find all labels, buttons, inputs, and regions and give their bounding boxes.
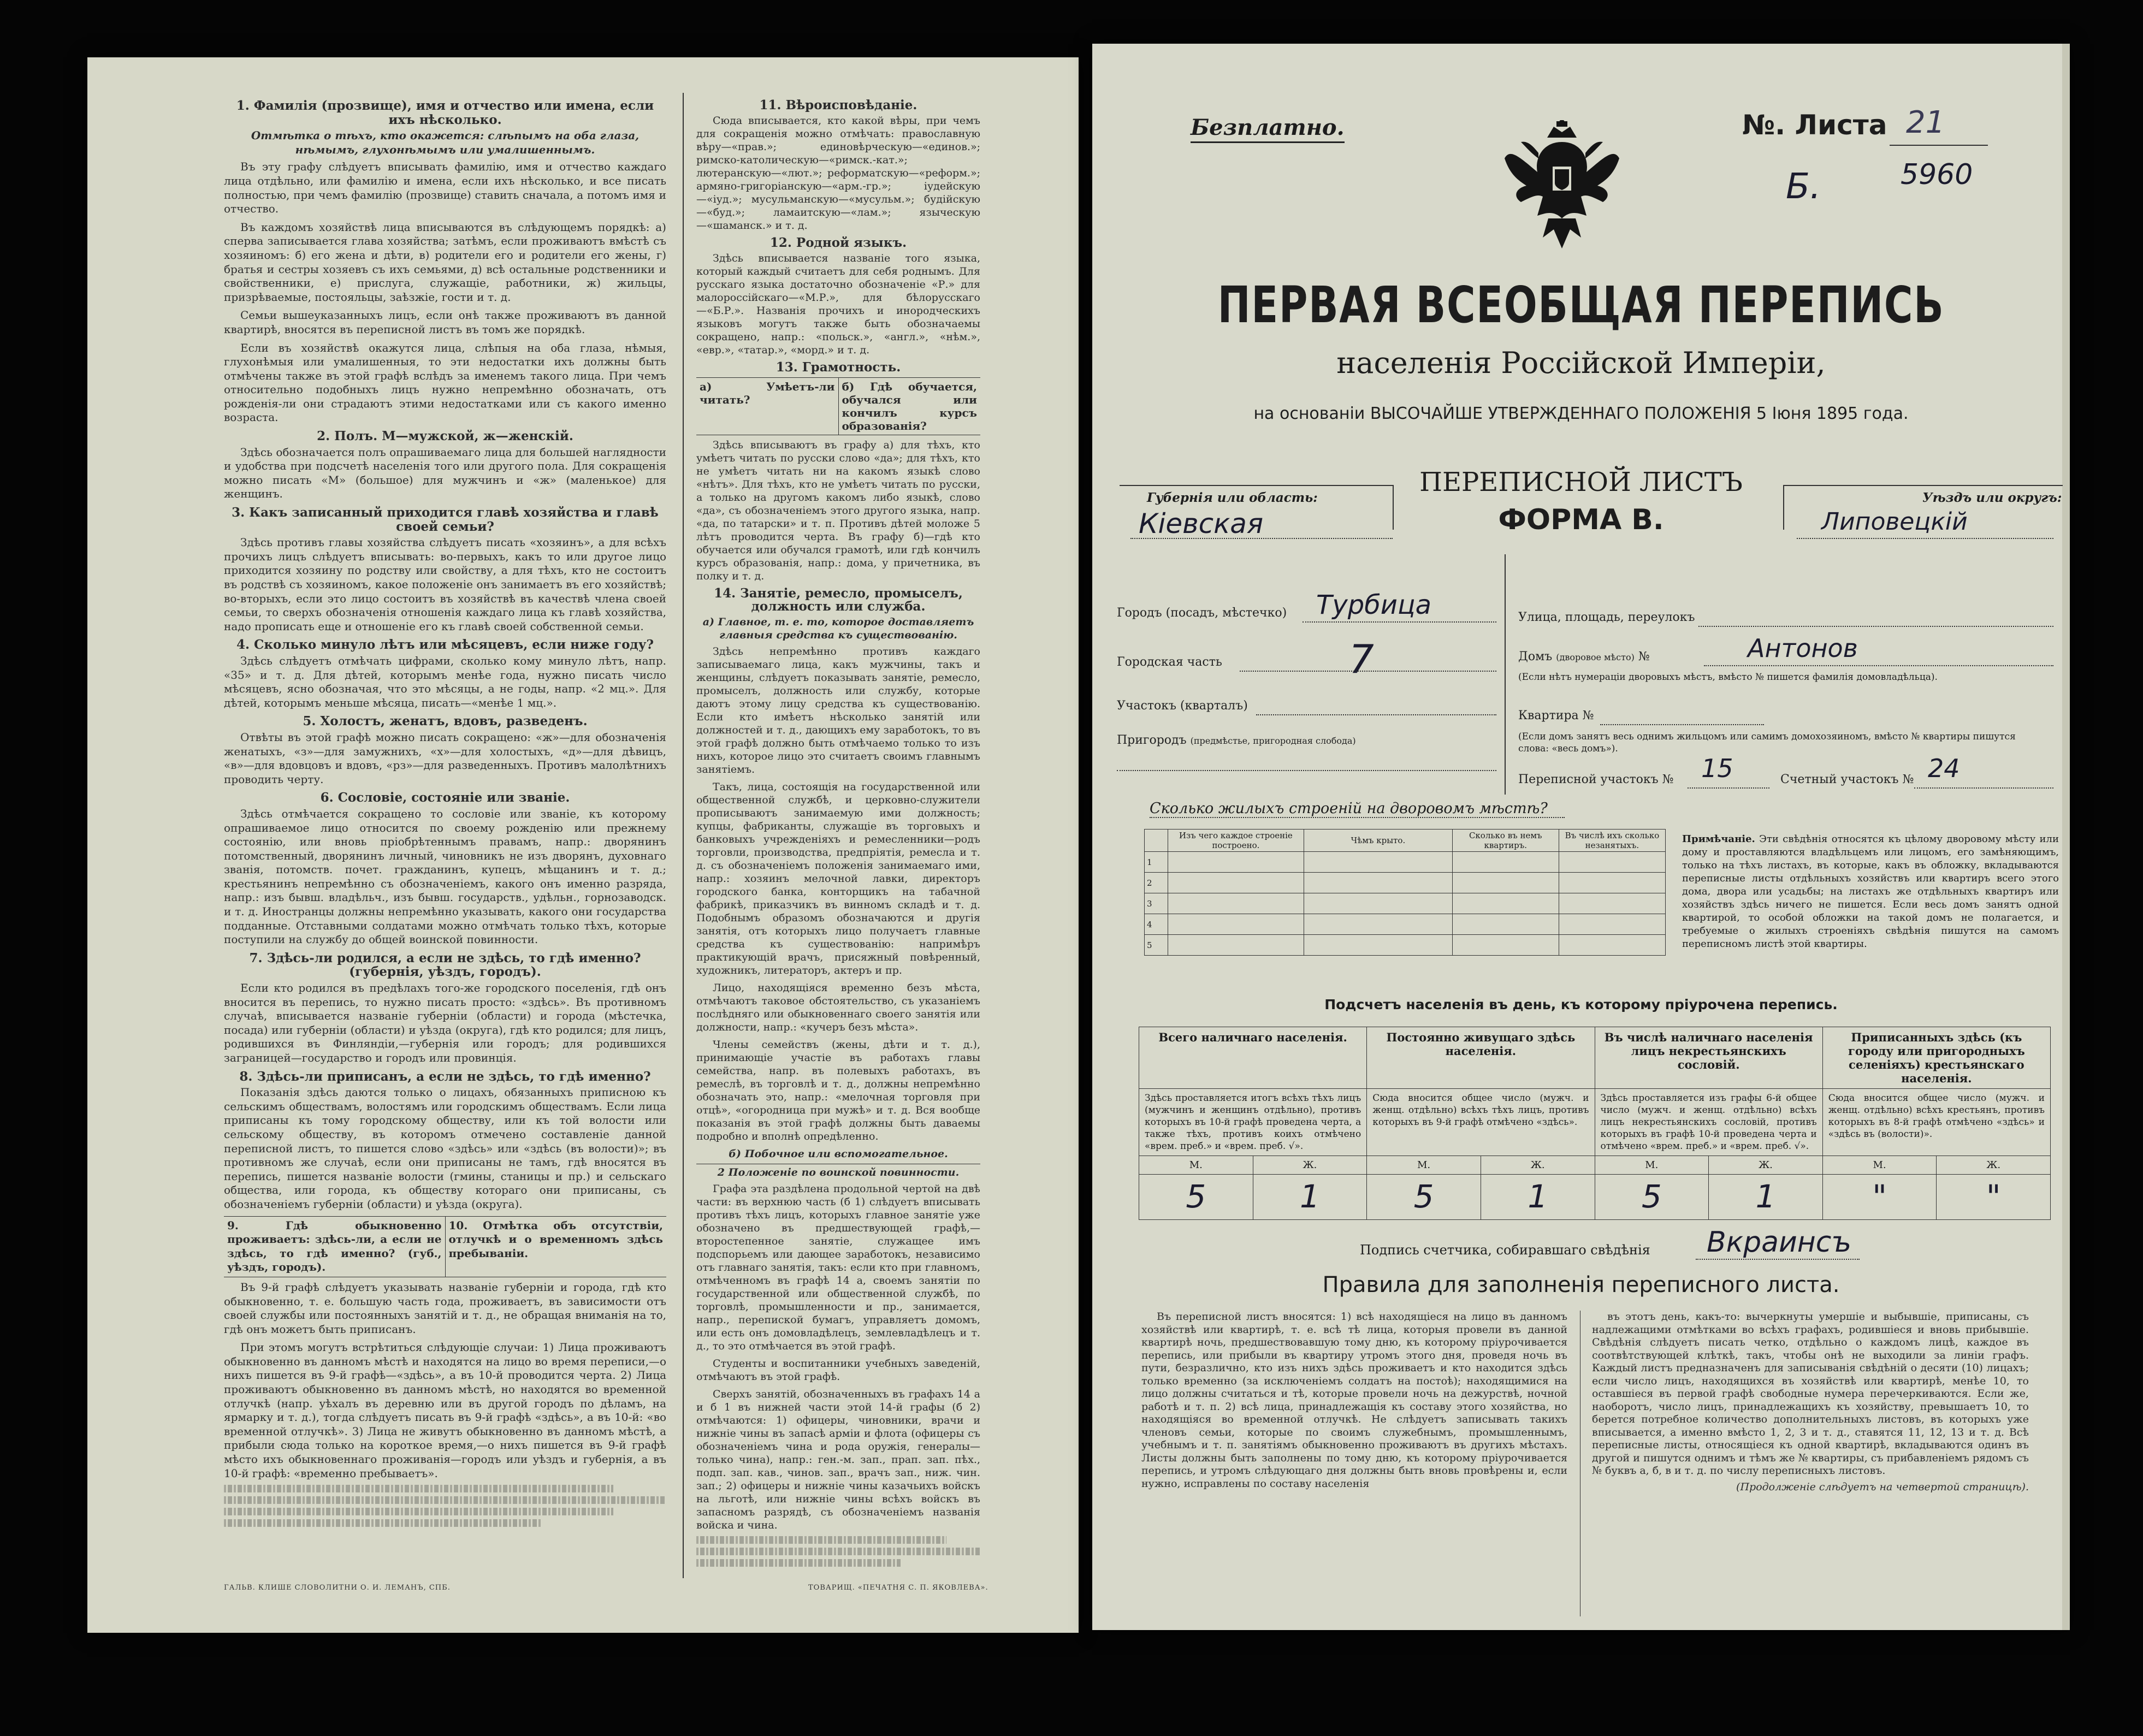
form-name: ФОРМА В. [1498,503,1664,536]
rules-column-2 [1592,1311,2029,1494]
buildings-question: Сколько жилыхъ строеній на дворовомъ мѣстѣ? [1150,800,1565,818]
pop-value-peasant-female: " [1937,1175,2051,1220]
male-label: М. [1139,1156,1253,1175]
house-footnote: (Если нѣтъ нумераціи дворовыхъ мѣстъ, вмѣсто № пишется фамилія домовладѣльца). [1518,672,1938,683]
double-headed-eagle-icon [1505,120,1619,257]
table-row [1145,914,1666,935]
census-district-value: 15 [1701,754,1733,783]
uezd-label: Уѣздъ или округъ: [1922,490,2062,505]
q1-text-4: Если въ хозяйствѣ окажутся лица, слѣпыя на оба глаза, нѣмыя, глухонѣмыя или умалишенныя, то эти недостатки ихъ должны быть отмѣчены также въ этой графѣ вслѣдъ за именемъ такого лица. При чемъ относительно подобныхъ лицъ нужно непремѣнно обозначать, отъ рожденія-ли они страдаютъ этими недостатками или съ какого именно возраста. [224,341,666,424]
buildings-header-row [1145,830,1666,852]
city-part-line [1240,671,1496,672]
q2-title: 2. Полъ. М—мужской, ж—женскій. [317,429,573,444]
right-page-census-form [1092,44,2070,1630]
male-label: М. [1367,1156,1481,1175]
building-row-number: 4 [1145,914,1168,935]
pop-values-row [1139,1175,2051,1220]
q14b-title: б) Побочное или вспомогательное. [729,1148,948,1160]
address-divider [1505,554,1506,795]
house-line [1704,665,2053,666]
house-label-text: Домъ [1518,650,1553,663]
rules-continued: (Продолженіе слѣдуетъ на четвертой страницѣ). [1736,1480,2029,1493]
pop-header-total: Всего наличнаго населенія. [1139,1027,1367,1089]
q9-q10-header [224,1216,666,1277]
faded-text-lines [224,1496,666,1504]
faded-text-lines [224,1519,542,1527]
q4-title: 4. Сколько минуло лѣтъ или мѣсяцевъ, если ниже году? [236,637,654,653]
house-note: (дворовое мѣсто) [1556,652,1635,662]
q14-text-2: Такъ, лица, состоящія на государственной или общественной службѣ, и церковно-служители прописываютъ занимаемую ими должность; купцы, фабриканты, служащіе въ торговыхъ и банковыхъ учрежденіяхъ и ремесленники—родъ торговли, производства, предпріятія, ремесла и т. д. съ обозначеніемъ положенія занимаемаго ими, напр.: хозяинъ мелочной лавки, директоръ городского банка, конторщикъ на табачной фабрикѣ, приказчикъ въ винномъ складѣ и т. д. Подобнымъ образомъ обозначаются и другія занятія, отъ которыхъ лицо получаетъ главные средства къ существованію: напримѣръ практикующій врачъ, присяжный повѣренный, художникъ, литераторъ, актеръ и пр. [696,781,980,976]
q2-text: Здѣсь обозначается полъ опрашиваемаго лица для большей наглядности и удобства при подсчетѣ населенія того или другого пола. Для сокращенія можно писать «М» (большое) для мужчинъ и «ж» (маленькое) для женщинъ. [224,445,666,501]
q13-header [696,377,980,435]
q13a-label: а) Умѣетъ-ли читать? [700,380,835,406]
q1-text-1: Въ эту графу слѣдуетъ вписывать фамилію, имя и отчество каждаго лица отдѣльно, или фамилію и имена, если ихъ нѣсколько, и все писать полностью, при чемъ фамилію (прозвище) ставить сначала, а потомъ имя и отчество. [224,160,666,216]
gubernia-value: Кіевская [1139,508,1264,540]
left-page-instructions [87,57,1079,1633]
q14-text-3: Лицо, находящіяся временно безъ мѣста, отмѣчаютъ таковое обстоятельство, съ указаніемъ послѣдняго или обыкновеннаго своего занятія или должности, напр.: «кучеръ безъ мѣста». [696,982,980,1033]
q14-text-1: Здѣсь непремѣнно противъ каждаго записываемаго лица, какъ мужчины, такъ и женщины, слѣдуетъ показывать занятіе, ремесло, промыселъ, должность или службу, которые даютъ этому лицу средства къ существованію. Если кто имѣетъ нѣсколько занятій или должностей и т. д., дающихъ ему заработокъ, то въ этой графѣ должно быть отмѣчаемо только то изъ нихъ, которое лицо это считаетъ своимъ главнымъ занятіемъ. [696,645,980,775]
q11-title: 11. Вѣроисповѣданіе. [759,98,917,112]
city-value: Турбица [1316,590,1432,620]
q1-text-3: Семьи вышеуказанныхъ лицъ, если онѣ также проживаютъ въ данной квартирѣ, вносятся въ переписной листъ въ томъ же порядкѣ. [224,309,666,336]
buildings-table [1144,829,1666,956]
apartment-line [1600,724,1764,725]
rules-text-1: Въ переписной листъ вносятся: 1) всѣ находящіеся на лицо въ данномъ хозяйствѣ или квартирѣ, т. е. всѣ тѣ лица, которыя провели въ данной квартирѣ ночь, предшествовавшую тому дню, къ которому пріурочивается перепись, или прибыли въ квартиру утромъ этого дня, проведя ночь въ пути, безразлично, кто изъ нихъ здѣсь проживаетъ и кто находится здѣсь только временно (за исключеніемъ солдатъ на постоѣ); находящимися на лицо должны считаться и тѣ, которые провели ночь на дежурствѣ, ночной работѣ и т. п. 2) всѣ лица, принадлежащія къ составу этого хозяйства, но находящіяся во временной отлучкѣ. Не слѣдуетъ записывать такихъ членовъ семьи, которые по своимъ служебнымъ, промышленнымъ, учебнымъ и т. п. занятіямъ обыкновенно проживаютъ въ другихъ мѣстахъ. Листы должны быть заполнены по тому дню, къ которому пріурочивается перепись, и утромъ слѣдующаго дня должны быть вновь провѣрены и, если нужно, исправлены по составу населенія [1141,1311,1567,1490]
prigorod-line [1117,770,1496,771]
pop-value-permanent-female: 1 [1481,1175,1595,1220]
apartment-footnote: (Если домъ занятъ весь однимъ жильцомъ или самимъ домохозяиномъ, вмѣсто № квартиры пишутся слова: «весь домъ»). [1518,731,2016,754]
q14-text-7: Сверхъ занятій, обозначенныхъ въ графахъ 14 а и б 1 въ нижней части этой 14-й графы (б 2) отмѣчаются: 1) офицеры, чиновники, врачи и нижніе чины въ запасѣ арміи и флота (офицеры съ обозначеніемъ чина и рода оружія, генералы—только чина), напр.: ген.-м. зап., прап. зап. пѣх., подп. зап. кав., чинов. зап., врачъ зап., ниж. чин. зап.; 2) офицеры и нижніе чины казачьихъ войскъ на льготѣ, или нижніе чины всѣхъ войскъ въ запасномъ разрядѣ, съ обозначеніемъ названія войска и чина. [696,1388,980,1531]
table-row [1145,873,1666,893]
q12-text: Здѣсь вписывается названіе того языка, который каждый считаетъ для себя роднымъ. Для русскаго языка достаточно обозначеніе «Р.» для малороссійскаго—«М.Р.», для бѣлорусскаго—«Б.Р.». Названія прочихъ и инородческихъ языковъ могутъ также быть обозначаемы сокращено, напр.: «польск.», «англ.», «нѣм.», «евр.», «татар.», «морд.» и т. д. [696,252,980,356]
q14-sub: а) Главное, т. е. то, которое доставляетъ главныя средства къ существованію. [702,616,974,641]
building-row-number: 5 [1145,935,1168,956]
male-label: М. [1822,1156,1937,1175]
pop-value-non-peasant-female: 1 [1709,1175,1823,1220]
q1-title: 1. Фамилія (прозвище), имя и отчество или имена, если ихъ нѣсколько. [236,98,654,127]
q12-title: 12. Родной языкъ. [769,235,907,250]
table-row [1145,893,1666,914]
rules-column-1 [1141,1311,1567,1494]
pop-header-permanent: Постоянно живущаго здѣсь населенія. [1367,1027,1595,1089]
q14-title: 14. Занятіе, ремесло, промыселъ, должность или служба. [714,586,963,614]
note-title: Примѣчаніе. [1682,833,1755,845]
q8-title: 8. Здѣсь-ли приписанъ, а если не здѣсь, то гдѣ именно? [239,1069,651,1084]
pop-header-non-peasant: Въ числѣ наличнаго населенія лицъ некрестьянскихъ сословій. [1595,1027,1822,1089]
faded-text-lines [696,1536,946,1544]
house-value: Антонов [1748,633,1858,663]
census-district-label: Переписной участокъ № [1518,773,1674,786]
q8-text: Показанія здѣсь даются только о лицахъ, обязанныхъ приписною къ сельскимъ обществамъ, волостямъ или городскимъ обществамъ. Если лица приписаны къ тому городскому обществу, или къ той волости или сельскому обществу, въ которомъ отмечено составленіе данной переписной листъ, то пишется слово «здѣсь» или «здѣсь (въ волости)»; въ противномъ же случаѣ, если они приписаны не тамъ, гдѣ вносятся въ перепись, пишется названіе волости (гмины, станицы и пр.) и сельскаго общества, или города, къ обществу котораго они приписаны, съ обозначеніемъ губерніи (области) и уѣзда (округа). [224,1086,666,1211]
pop-sex-row [1139,1156,2051,1175]
sheet-no-value: 21 [1906,105,1945,140]
buildings-header-vacant: Въ числѣ ихъ сколько незанятыхъ. [1559,830,1665,852]
census-district-line [1688,787,1769,789]
count-district-line [1914,787,2053,789]
female-label: Ж. [1481,1156,1595,1175]
buildings-header-material: Изъ чего каждое строеніе построено. [1168,830,1304,852]
pop-value-peasant-male: " [1822,1175,1937,1220]
page-edge [2062,44,2070,1630]
uchastok-line [1256,714,1496,715]
q13-title: 13. Грамотность. [775,360,901,375]
buildings-header-apartments: Сколько въ немъ квартиръ. [1452,830,1559,852]
female-label: Ж. [1937,1156,2051,1175]
q1-note: Отмѣтка о тѣхъ, кто окажется: слѣпымъ на оба глаза, нѣмымъ, глухонѣмымъ или умалишеннымъ. [251,129,640,156]
city-part-value: 7 [1349,636,1374,682]
q14-text-4: Члены семействъ (жены, дѣти и т. д.), принимающіе участіе въ работахъ главы семейства, напр. въ полевыхъ работахъ, въ ремеслѣ, въ торговлѣ и т. д., должны непремѣнно обозначать это, напр.: «мелочная торговля при отцѣ», «огородница при мужѣ» и т. д. Вся вообще показанія въ этой графѣ должны быть даваемы подробно и вполнѣ опредѣленно. [696,1039,980,1142]
q5-text: Отвѣты въ этой графѣ можно писать сокращено: «ж»—для обозначенія женатыхъ, «з»—для замужнихъ, «х»—для холостыхъ, «д»—для дѣвицъ, «в»—для вдовцовъ и вдовъ, «рз»—для разведенныхъ. Противъ малолѣтнихъ проводить черту. [224,730,666,786]
street-line [1698,626,2053,627]
pop-desc-total: Здѣсь проставляется итогъ всѣхъ тѣхъ лицъ (мужчинъ и женщинъ отдѣльно), противъ которыхъ въ 10-й графѣ проведена черта, а также тѣхъ, противъ коихъ отмѣчено «врем. преб.» и «врем. преб. √». [1139,1089,1367,1156]
left-imprint-2: ТОВАРИЩ. «ПЕЧАТНЯ С. П. ЯКОВЛЕВА». [808,1584,988,1592]
q7-text: Если кто родился въ предѣлахъ того-же городского поселенія, гдѣ онъ вносится въ перепись, то нужно писать просто: «здѣсь». Въ противномъ случаѣ, вписывается названіе губерніи (области) и города (мѣстечка, посада) или губерніи (области) и уѣзда (округа), гдѣ кто родился; для лицъ, родившихся въ Финляндіи,—губернія или городъ; для родившихся заграницей—государство и городъ или провинція. [224,981,666,1064]
count-district-label: Счетный участокъ № [1780,773,1914,786]
uezd-line [1797,538,2053,539]
house-no-sign: № [1638,650,1650,663]
q1-text-2: Въ каждомъ хозяйствѣ лица вписываются въ слѣдующемъ порядкѣ: а) сперва записывается глава хозяйства; затѣмъ, если проживаютъ вмѣстѣ съ хозяиномъ: б) его жена и дѣти, в) родители его и родители его жены, г) братья и сестры хозяевъ съ ихъ семьями, д) всѣ остальные родственники и свойственники, е) прислуга, служащіе, работники, ж) жильцы, призрѣваемые, постояльцы, заѣзжіе, гости и т. д. [224,220,666,304]
q14-military-title: 2 Положеніе по воинской повинности. [696,1164,980,1179]
female-label: Ж. [1253,1156,1367,1175]
gubernia-label: Губернія или область: [1147,490,1318,505]
stamp-number: 5960 [1901,158,1973,191]
form-title: ПЕРЕПИСНОЙ ЛИСТЪ [1419,467,1743,497]
building-row-number: 2 [1145,873,1168,893]
q14-text-6: Студенты и воспитанники учебныхъ заведеній, отмѣчаютъ въ этой графѣ. [696,1358,980,1383]
buildings-index-header [1145,830,1168,852]
building-row-number: 3 [1145,893,1168,914]
count-district-value: 24 [1928,754,1960,783]
q6-text: Здѣсь отмѣчается сокращено то сословіе или званіе, къ которому опрашиваемое лицо относится по своему рожденію или прежнему состоянію, или вновь пріобрѣтеннымъ правамъ, напр.: дворянинъ потомственный, дворянинъ личный, чиновникъ не изъ дворянъ, духовнаго званія, потомств. почет. гражданинъ, купецъ, мѣщанинъ и т. д.; крестьянинъ непремѣнно съ обозначеніемъ, какого онъ именно разряда, напр.: изъ бывш. владѣльч., изъ бывш. государств., удѣльн., горнозаводск. и т. д. Иностранцы должны непремѣнно указывать, какого они государства подданные. Отставными солдатами можно отмѣчать только тѣхъ, которые поступили на службу до общей воинской повинности. [224,807,666,946]
male-label: М. [1595,1156,1709,1175]
prigorod-label-text: Пригородъ [1117,733,1187,747]
q11-text: Сюда вписывается, кто какой вѣры, при чемъ для сокращенія можно отмѣчать: православную вѣру—«прав.»; единовѣрческую—«единов.»; римско-католическую—«римск.-кат.»; лютеранскую—«лют.»; реформатскую—«реформ.»; армяно-григоріанскую—«арм.-гр.»; іудейскую—«іуд.»; мусульманскую—«мусульм.»; будійскую—«буд.»; ламаитскую—«лам.»; языческую—«шаманск.» и т. д. [696,115,980,232]
q10-title: 10. Отмѣтка объ отсутствіи, отлучкѣ и о временномъ здѣсь пребываніи. [445,1217,667,1277]
gubernia-line [1130,538,1393,539]
rules-title: Правила для заполненія переписного листа. [1322,1272,1840,1297]
buildings-note [1682,833,2059,951]
pop-desc-non-peasant: Здѣсь проставляется изъ графы 6-й общее число (мужч. и женщ. отдѣльно) всѣхъ лицъ некрестьянскихъ сословій, противъ которыхъ въ графѣ 10-й проведена черта и отмѣчено «врем. преб.» и «врем. преб. √». [1595,1089,1822,1156]
faded-text-lines [224,1485,613,1492]
city-label: Городъ (посадъ, мѣстечко) [1117,606,1287,620]
q7-title: 7. Здѣсь-ли родился, а если не здѣсь, то гдѣ именно? (губернія, уѣздъ, городъ). [249,950,641,980]
q9-text-2: При этомъ могутъ встрѣтиться слѣдующіе случаи: 1) Лица проживаютъ обыкновенно въ данномъ мѣстѣ и находятся на лицо во время переписи,—о нихъ пишется въ 9-й графѣ—«здѣсь», а въ 10-й проводится черта. 2) Лица проживаютъ обыкновенно въ данномъ мѣстѣ, но находятся во временной отлучкѣ (напр. уѣхалъ въ деревню или въ другой городъ по дѣламъ, на ярмарку и т. д.), тогда слѣдуетъ писать въ 9-й графѣ «здѣсь», а въ 10-й: «во временной отлучкѣ». 3) Лица не живутъ обыкновенно въ данномъ мѣстѣ, а прибыли сюда только на короткое время,—о нихъ пишется въ 9-й графѣ мѣсто ихъ обыкновеннаго проживанія—городъ или уѣздъ и губернія, а въ 10-й графѣ: «временно пребываетъ». [224,1341,666,1480]
signature-label: Подпись счетчика, собиравшаго свѣдѣнія [1360,1242,1650,1258]
population-table [1139,1027,2051,1220]
table-row [1145,935,1666,956]
faded-text-lines [224,1508,613,1515]
pop-value-permanent-male: 5 [1367,1175,1481,1220]
pop-desc-permanent: Сюда вносится общее число (мужч. и женщ. отдѣльно) всѣхъ тѣхъ лицъ, противъ которыхъ въ 9-й графѣ отмѣчено «здѣсь». [1367,1089,1595,1156]
building-row-number: 1 [1145,852,1168,873]
q3-text: Здѣсь противъ главы хозяйства слѣдуетъ писать «хозяинъ», а для всѣхъ прочихъ лицъ слѣдуетъ вписывать: во-первыхъ, какъ то или другое лицо приходится хозяину по родству или свойству, а для тѣхъ, кто не состоитъ въ родствѣ съ хозяиномъ, какое положеніе онъ занимаетъ въ его хозяйствѣ; во-вторыхъ, если это лицо состоитъ въ хозяйствѣ въ качествѣ члена своей семьи, то сверхъ обозначенія отношенія каждаго лица къ главѣ хозяйства, надо прописать еще и отношеніе его къ главѣ своей собственной семьи. [224,536,666,633]
prigorod-note: (предмѣстье, пригородная слобода) [1190,736,1356,746]
female-label: Ж. [1709,1156,1823,1175]
free-label: Безплатно. [1191,115,1345,143]
count-title: Подсчетъ населенія въ день, къ которому пріурочена перепись. [1324,997,1838,1012]
city-line [1303,621,1496,623]
sheet-no-label: №. Листа [1742,109,1887,141]
city-part-label: Городская часть [1117,655,1222,669]
q13-text: Здѣсь вписываютъ въ графу а) для тѣхъ, кто умѣетъ читать по русски слово «да»; для тѣхъ, кто не умѣетъ читать ни на какомъ языкѣ слово «нѣтъ». Для тѣхъ, кто не умѣетъ читать по русски, а только на другомъ какомъ либо языкѣ, слово «да», съ обозначеніемъ этого другого языка, напр. «да, по татарски» и т. п. Противъ дѣтей моложе 5 лѣтъ проводится черта. Въ графу б)—гдѣ кто обучается или обучался грамотѣ, или гдѣ кончилъ курсъ образованія, напр.: дома, у причетника, въ полку и т. д. [696,439,980,582]
instructions-column-2 [696,96,980,1567]
pop-header-row [1139,1027,2051,1089]
q13b-label: б) Гдѣ обучается, обучался или кончилъ курсъ образованія? [838,378,981,435]
q14-text-5: Графа эта раздѣлена продольной чертой на двѣ части: въ верхнюю часть (б 1) слѣдуетъ вписывать противъ тѣхъ лицъ, которыхъ главное занятіе уже обозначено въ предшествующей графѣ,—второстепенное занятіе, служащее имъ подспорьемъ или дающее заработокъ, независимо отъ главнаго занятія, такъ: если кто при главномъ, отмѣченномъ въ графѣ 14 а, своемъ занятіи по государственной или общественной службѣ, по торговлѣ, промышленности и пр., занимается, напр., перепиской бумагъ, управляетъ домомъ, или есть онъ домовладѣлецъ, землевладѣлецъ и т. д., то это отмѣчается въ этой графѣ. [696,1183,980,1352]
faded-text-lines [696,1548,980,1555]
pop-value-total-male: 5 [1139,1175,1253,1220]
q3-title: 3. Какъ записанный приходится главѣ хозяйства и главѣ своей семьи? [232,505,659,534]
house-label [1518,650,1650,663]
street-label: Улица, площадь, переулокъ [1518,611,1695,624]
pop-value-non-peasant-male: 5 [1595,1175,1709,1220]
apartment-label: Квартира № [1518,709,1594,722]
table-row [1145,852,1666,873]
pop-header-peasant: Приписанныхъ здѣсь (къ городу или пригородныхъ селеніяхъ) крестьянскаго населенія. [1822,1027,2050,1089]
rules-text-2: въ этотъ день, какъ-то: вычеркнуты умершіе и выбывшіе, приписаны, съ надлежащими отмѣтками во всѣхъ графахъ, родившіеся и вновь прибывшіе. Свѣдѣнія слѣдуетъ писать четко, отдѣльно о каждомъ лицѣ, каждое въ соотвѣтствующей клѣткѣ, такъ, чтобы онѣ не выходили за линіи графъ. Каждый листъ предназначенъ для записыванія свѣдѣній о десяти (10) лицахъ; если число лицъ, находящихся въ хозяйствѣ или квартирѣ, менѣе 10, то оставшіеся въ первой графѣ свободные нумера перечеркиваются. Если же, наоборотъ, число лицъ, принадлежащихъ къ хозяйству, превышаетъ 10, то берется потребное количество дополнительныхъ листовъ, въ которыхъ уже вписывается, а именно вмѣсто 1, 2, 3 и т. д., ставятся 11, 12, 13 и т. д. Всѣ переписные листы, относящіеся къ одной квартирѣ, вкладываются одинъ въ другой и пишутся однимъ и тѣмъ же № квартиры, съ прибавленіемъ рядомъ съ № буквъ а, б, в и т. д. по числу переписныхъ листовъ. [1592,1311,2029,1477]
q6-title: 6. Сословіе, состояніе или званіе. [320,790,570,805]
pop-desc-peasant: Сюда вносится общее число (мужч. и женщ. отдѣльно) всѣхъ крестьянъ, противъ которыхъ въ 8-й графѣ отмѣчено «здѣсь» и «здѣсь въ (волости)». [1822,1089,2050,1156]
signature-value: Вкраинсъ [1707,1226,1852,1259]
left-imprint-1: ГАЛЬВ. КЛИШЕ СЛОВОЛИТНИ О. И. ЛЕМАНЪ, СПБ. [224,1584,451,1592]
buildings-header-roof: Чѣмъ крыто. [1304,830,1452,852]
stamp-letter: Б. [1786,167,1821,207]
q9-text-1: Въ 9-й графѣ слѣдуетъ указывать названіе губерніи и города, гдѣ кто обыкновенно, т. е. большую часть года, проживаетъ, въ зависимости отъ своей службы или постоянныхъ занятій и т. д., не обращая вниманія на то, гдѣ онъ можетъ быть приписанъ. [224,1280,666,1336]
faded-text-lines [696,1559,901,1567]
column-divider [683,93,684,1578]
uezd-value: Липовецкій [1821,508,1968,536]
q4-text: Здѣсь слѣдуетъ отмѣчать цифрами, сколько кому минуло лѣтъ, напр. «35» и т. д. Для дѣтей, которымъ менѣе года, нужно писать число мѣсяцевъ, ясно обозначая, что это мѣсяцы, а не годы, напр. «2 мц.». Для дѣтей, которымъ меньше мѣсяца, писать—«менѣе 1 мц.». [224,654,666,709]
q9-title: 9. Гдѣ обыкновенно проживаетъ: здѣсь-ли, а если не здѣсь, то гдѣ именно? (губ., уѣздъ, городъ). [227,1218,442,1274]
legal-basis: на основаніи ВЫСОЧАЙШЕ УТВЕРЖДЕННАГО ПОЛОЖЕНІЯ 5 Іюня 1895 года. [1253,404,1909,423]
q5-title: 5. Холостъ, женатъ, вдовъ, разведенъ. [303,714,588,729]
sheet-no-line [1890,145,1988,146]
prigorod-label [1117,733,1356,747]
signature-line [1696,1259,1860,1260]
pop-value-total-female: 1 [1253,1175,1367,1220]
note-text: Эти свѣдѣнія относятся къ цѣлому дворовому мѣсту или дому и проставляются владѣльцемъ или лицомъ, его замѣняющимъ, только на тѣхъ листахъ, въ которые, какъ въ обложку, вкладываются переписные листы отдѣльныхъ хозяйствъ или квартиръ всего этого дома, двора или усадьбы; на листахъ же отдѣльныхъ квартиръ или хозяйствъ здѣсь ничего не пишется. Если весь домъ занятъ одной квартирой, то особой обложки на такой домъ не полагается, и требуемые о жилыхъ строеніяхъ свѣдѣнія пишутся на самомъ переписномъ листѣ этой квартиры. [1682,833,2059,950]
census-title: ПЕРВАЯ ВСЕОБЩАЯ ПЕРЕПИСЬ [1217,276,1945,334]
uchastok-label: Участокъ (кварталъ) [1117,699,1248,713]
census-subtitle: населенія Россійской Имперіи, [1336,346,1826,380]
pop-desc-row [1139,1089,2051,1156]
instructions-column-1 [224,96,666,1527]
